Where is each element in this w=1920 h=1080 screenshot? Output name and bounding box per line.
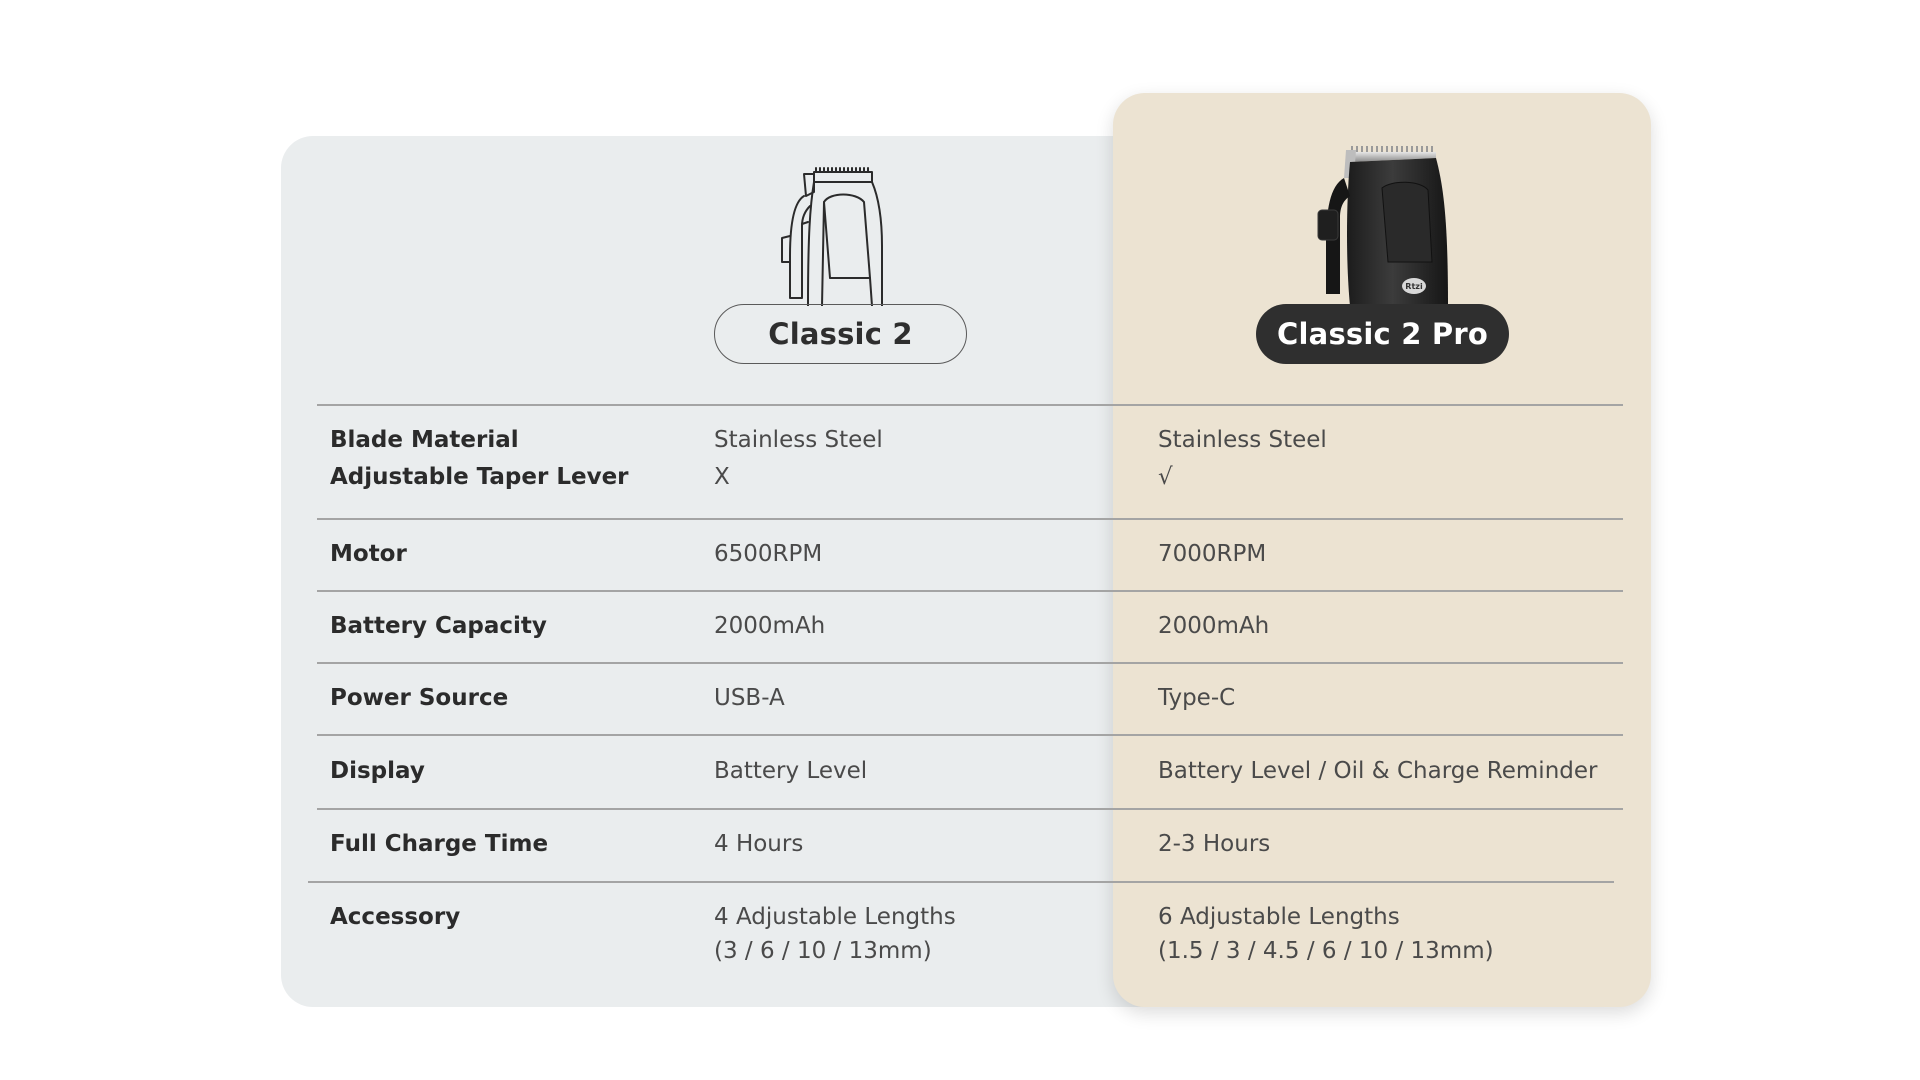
spec-label-full-charge-time: Full Charge Time (330, 831, 549, 857)
spec-label-motor: Motor (330, 541, 407, 567)
classic-2-motor-value: 6500RPM (714, 541, 823, 567)
classic-2-name: Classic 2 (768, 317, 913, 351)
spec-label: Adjustable Taper Lever (330, 464, 629, 490)
classic-2-power-source-value: USB-A (714, 685, 785, 711)
row-divider (317, 590, 1623, 592)
spec-label-power-source: Power Source (330, 685, 509, 711)
classic-2-pro-display-value: Battery Level / Oil & Charge Reminder (1158, 758, 1598, 784)
classic-2-blade-taper-values (714, 422, 883, 496)
spec-label: Blade Material (330, 427, 519, 453)
classic-2-display-value: Battery Level (714, 758, 868, 784)
row-divider (317, 404, 1623, 406)
spec-value: √ (1158, 464, 1173, 490)
spec-value: Stainless Steel (714, 427, 883, 453)
classic-2-pro-battery-capacity-value: 2000mAh (1158, 613, 1270, 639)
classic-2-name-pill (714, 304, 967, 364)
spec-label-battery-capacity: Battery Capacity (330, 613, 547, 639)
classic-2-clipper-line-drawing-icon (768, 166, 908, 306)
classic-2-accessory-values (714, 900, 956, 968)
spec-label-display: Display (330, 758, 425, 784)
brand-badge-text: Rtzi (1405, 282, 1423, 291)
spec-value: Stainless Steel (1158, 427, 1327, 453)
spec-value: (3 / 6 / 10 / 13mm) (714, 938, 932, 964)
classic-2-pro-power-source-value: Type-C (1158, 685, 1236, 711)
row-divider (317, 734, 1623, 736)
classic-2-pro-full-charge-time-value: 2-3 Hours (1158, 831, 1271, 857)
classic-2-pro-name-pill (1256, 304, 1509, 364)
classic-2-full-charge-time-value: 4 Hours (714, 831, 804, 857)
row-divider (317, 518, 1623, 520)
row-divider (317, 808, 1623, 810)
spec-label-accessory: Accessory (330, 904, 461, 930)
spec-value: (1.5 / 3 / 4.5 / 6 / 10 / 13mm) (1158, 938, 1494, 964)
classic-2-pro-motor-value: 7000RPM (1158, 541, 1267, 567)
classic-2-pro-clipper-photo-icon (1310, 144, 1450, 306)
spec-label-blade-taper (330, 422, 629, 496)
classic-2-pro-name: Classic 2 Pro (1277, 317, 1488, 351)
spec-value: X (714, 464, 730, 490)
classic-2-pro-accessory-values (1158, 900, 1494, 968)
row-divider (308, 881, 1614, 883)
spec-value: 6 Adjustable Lengths (1158, 904, 1400, 930)
row-divider (317, 662, 1623, 664)
spec-value: 4 Adjustable Lengths (714, 904, 956, 930)
classic-2-pro-blade-taper-values (1158, 422, 1327, 496)
classic-2-battery-capacity-value: 2000mAh (714, 613, 826, 639)
